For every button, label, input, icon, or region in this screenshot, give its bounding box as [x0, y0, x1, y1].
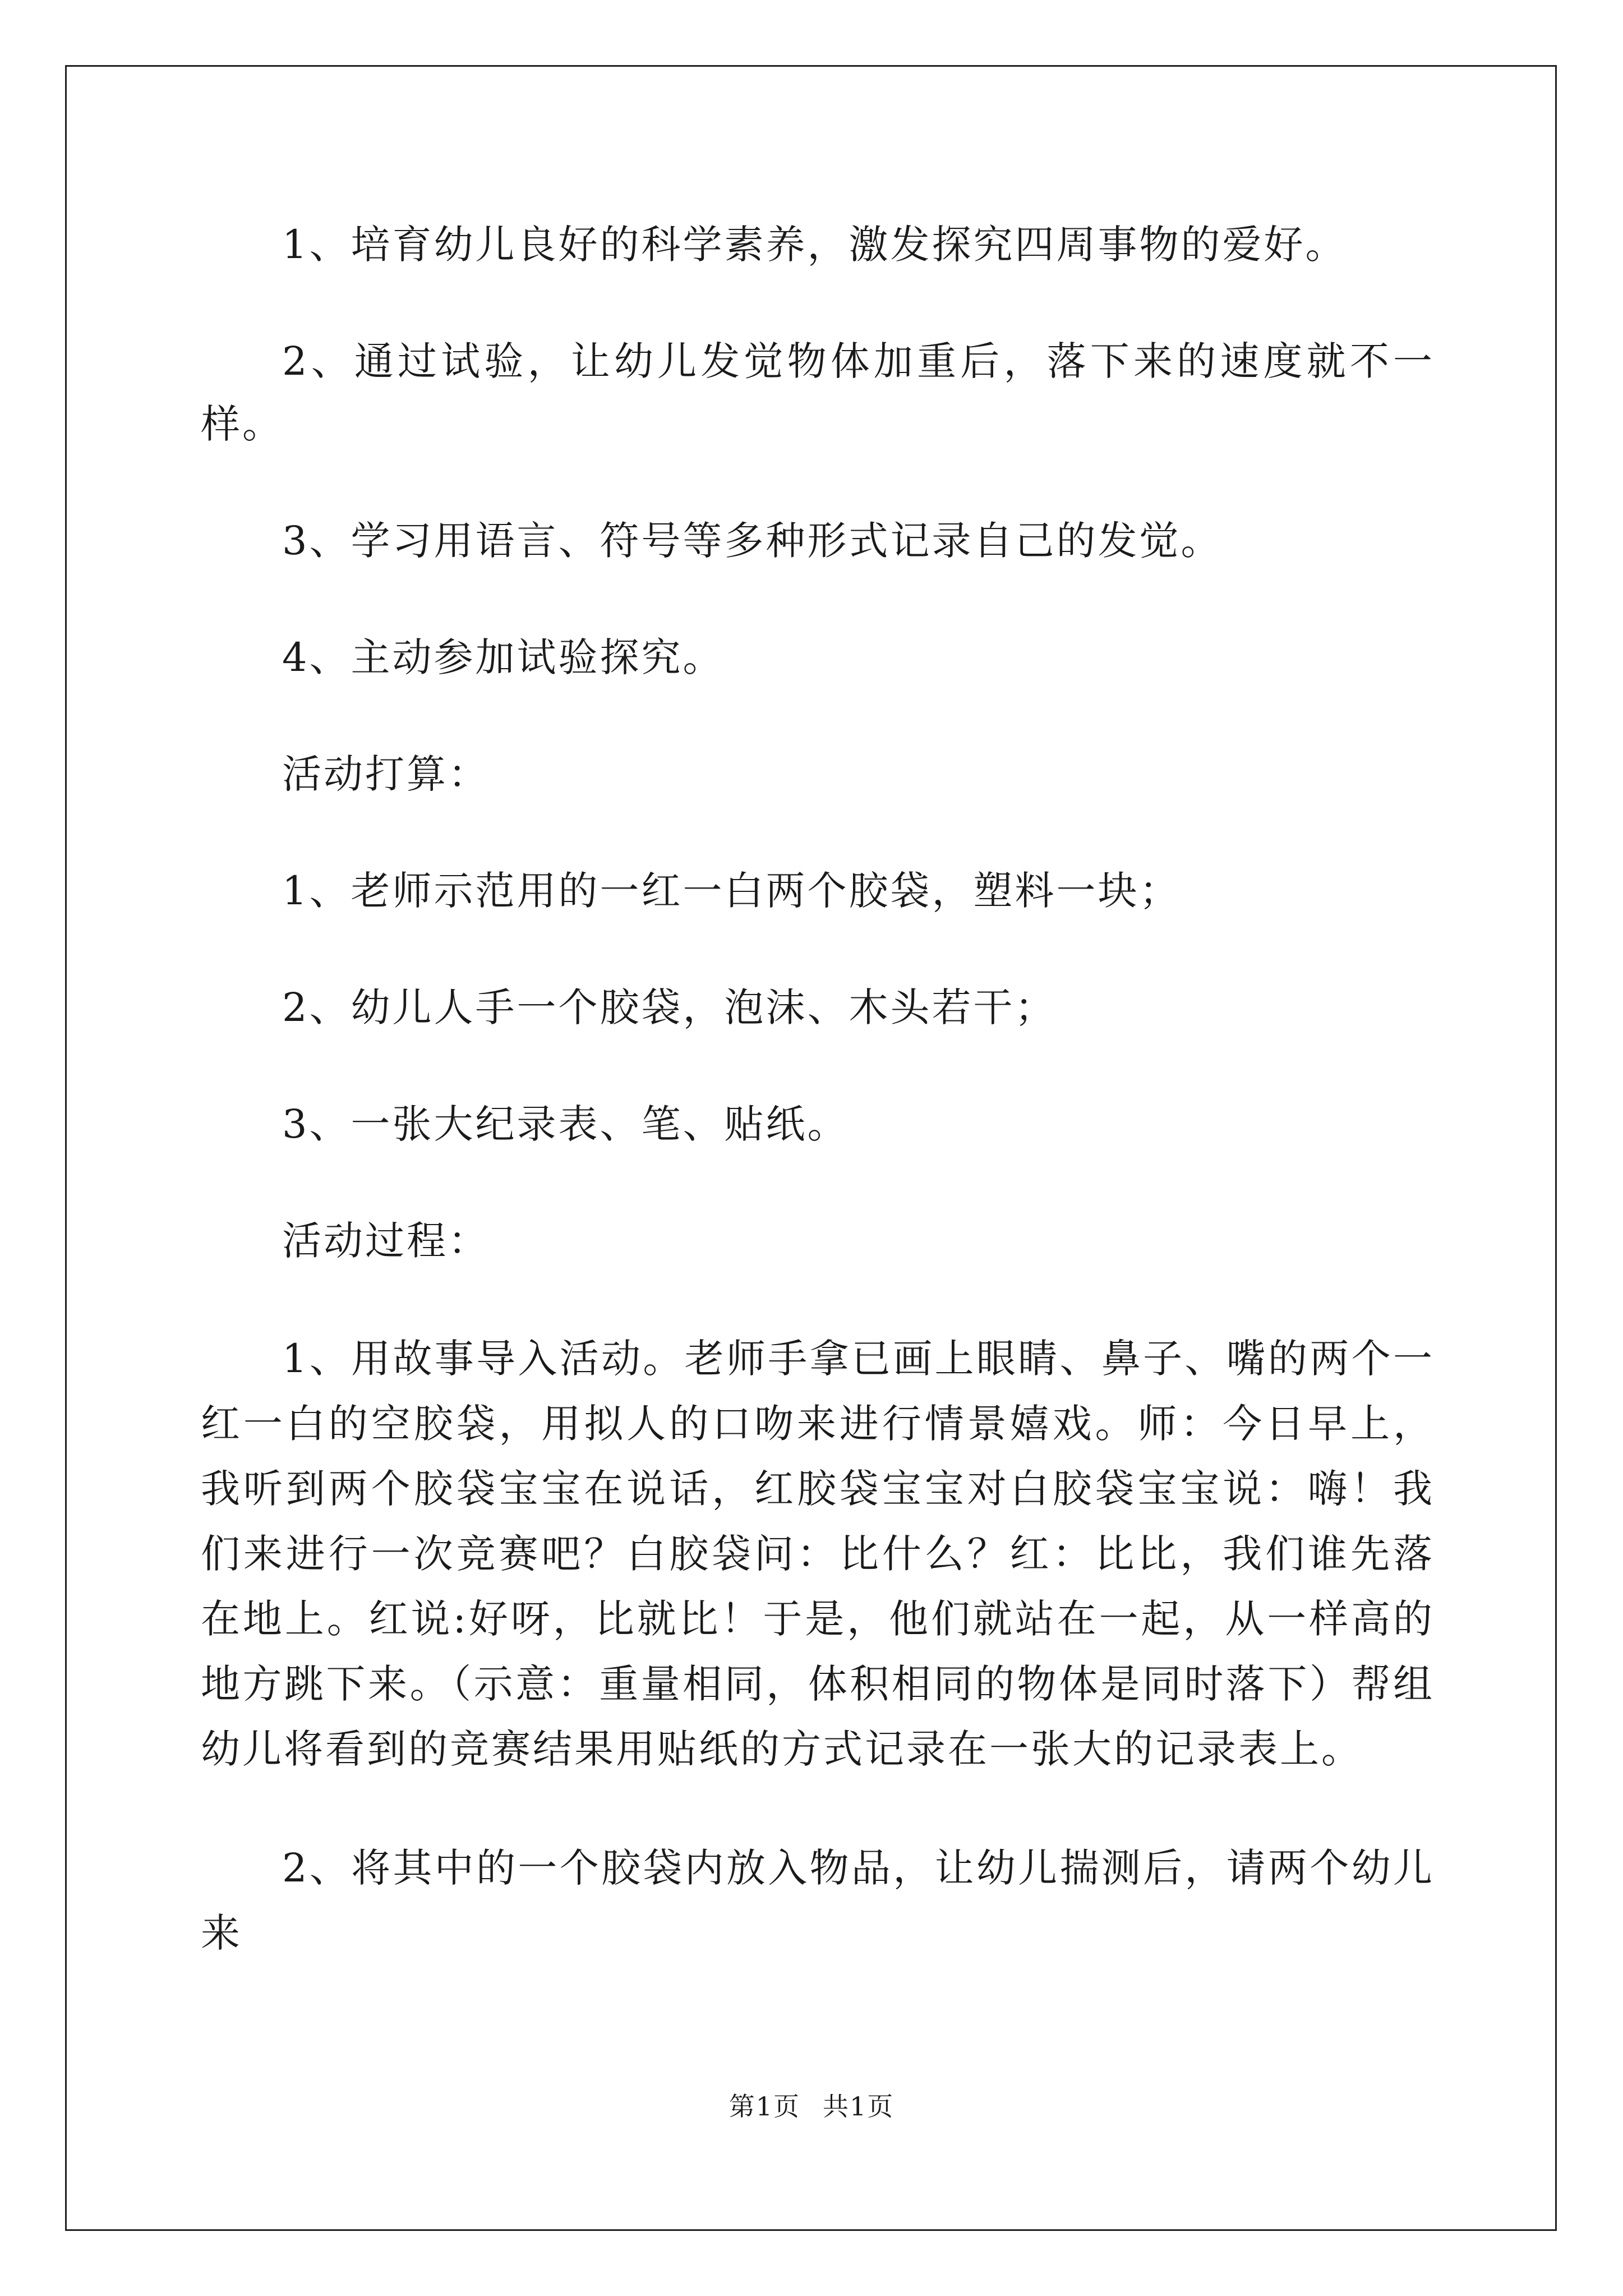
process-step-1: 1、用故事导入活动。老师手拿已画上眼睛、鼻子、嘴的两个一红一白的空胶袋，用拟人的口吻来进行情景嬉戏。师：今日早上，我听到两个胶袋宝宝在说话，红胶袋宝宝对白胶袋宝宝说：嗨！我们来进行一次竞赛吧？白胶袋问：比什么？红：比比，我们谁先落在地上。红说:好呀，比就比！于是，他们就站在一起，从一样高的地方跳下来。（示意：重量相同，体积相同的物体是同时落下）帮组幼儿将看到的竞赛结果用贴纸的方式记录在一张大的记录表上。 [201, 1336, 1435, 1772]
objective-1: 1、培育幼儿良好的科学素养，激发探究四周事物的爱好。 [282, 222, 1347, 268]
document-body [201, 213, 1435, 2019]
page-number: 第1页 [728, 2091, 800, 2122]
objective-4: 4、主动参加试验探究。 [282, 634, 725, 680]
process-step-2: 2、将其中的一个胶袋内放入物品，让幼儿揣测后，请两个幼儿来 [201, 1845, 1435, 1956]
objective-3: 3、学习用语言、符号等多种形式记录自己的发觉。 [282, 518, 1223, 564]
preparation-2: 2、幼儿人手一个胶袋，泡沫、木头若干； [282, 984, 1057, 1030]
page-total: 共1页 [823, 2091, 895, 2122]
page-footer [0, 2090, 1623, 2123]
section-heading-preparation: 活动打算： [282, 751, 490, 797]
preparation-1: 1、老师示范用的一红一白两个胶袋，塑料一块； [282, 868, 1181, 914]
objective-2: 2、通过试验，让幼儿发觉物体加重后，落下来的速度就不一样。 [201, 338, 1435, 447]
section-heading-process: 活动过程： [282, 1218, 490, 1264]
preparation-3: 3、一张大纪录表、笔、贴纸。 [282, 1101, 849, 1147]
